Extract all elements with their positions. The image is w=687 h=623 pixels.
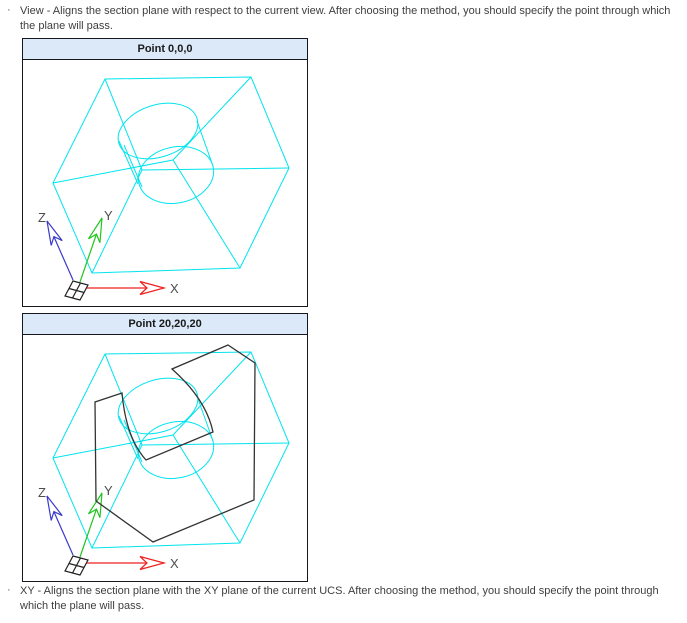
bullet-view-line: View - Aligns the section plane with respect to the current view. After choosing the method, you should specify the point through which — [20, 5, 671, 17]
figure-point-20-20-20 — [22, 313, 308, 582]
wireframe-figure-sectioned — [23, 335, 307, 581]
bullet-icon: · — [7, 4, 11, 16]
figure-title: Point 0,0,0 — [23, 39, 307, 60]
model-instance — [38, 77, 289, 300]
figure-body — [23, 335, 307, 581]
model-instance — [38, 352, 289, 575]
figure-body — [23, 60, 307, 306]
wireframe-figure-unsectioned — [23, 60, 307, 306]
bullet-xy-method — [7, 584, 682, 613]
bullet-xy-line: XY - Aligns the section plane with the XY plane of the current UCS. After choosing the method, you should specify the point through — [20, 585, 659, 597]
figure-title: Point 20,20,20 — [23, 314, 307, 335]
bullet-icon: · — [7, 584, 11, 596]
bullet-xy-line: which the plane will pass. — [20, 599, 145, 612]
figure-point-0-0-0 — [22, 38, 308, 307]
bullet-view-method — [7, 4, 682, 33]
bullet-view-line: the plane will pass. — [20, 19, 113, 32]
